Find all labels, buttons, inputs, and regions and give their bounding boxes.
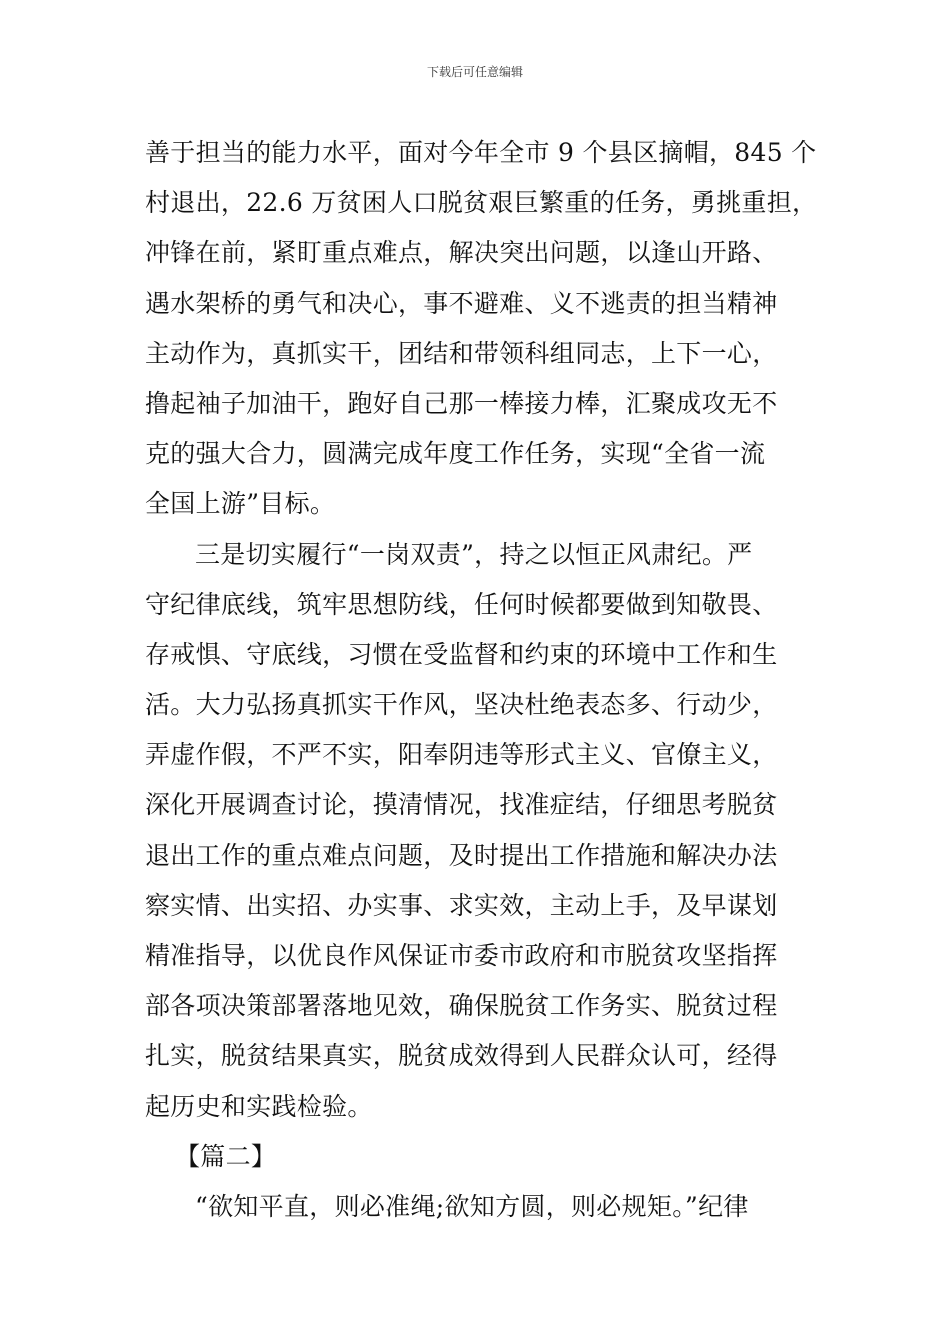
text-line: 弄虚作假，不严不实，阳奉阴违等形式主义、官僚主义， (145, 740, 778, 770)
text-line: 村退出，22.6 万贫困人口脱贫艰巨繁重的任务，勇挑重担， (145, 188, 818, 218)
text-line: 起历史和实践检验。 (145, 1091, 373, 1121)
text-line: 深化开展调查讨论，摸清情况，找准症结，仔细思考脱贫 (145, 790, 778, 820)
page-header-note: 下载后可任意编辑 (426, 65, 523, 79)
text-line: 活。大力弘扬真抓实干作风，坚决杜绝表态多、行动少， (145, 690, 778, 720)
text-line: 部各项决策部署落地见效，确保脱贫工作务实、脱贫过程 (145, 991, 778, 1021)
paragraph-start-line: “欲知平直，则必准绳;欲知方圆，则必规矩。”纪律 (195, 1191, 749, 1221)
text-line: 全国上游”目标。 (145, 489, 336, 519)
document-body (145, 128, 825, 1232)
text-line: 主动作为，真抓实干，团结和带领科组同志，上下一心， (145, 338, 778, 368)
text-line: 遇水架桥的勇气和决心，事不避难、义不逃责的担当精神 (145, 288, 778, 318)
text-line: 冲锋在前，紧盯重点难点，解决突出问题，以逢山开路、 (145, 238, 778, 268)
text-line: 克的强大合力，圆满完成年度工作任务，实现“全省一流 (145, 439, 766, 469)
text-line: 精准指导，以优良作风保证市委市政府和市脱贫攻坚指挥 (145, 941, 778, 970)
paragraph-start-line: 三是切实履行“一岗双责”，持之以恒正风肃纪。严 (195, 539, 753, 569)
text-line: 守纪律底线，筑牢思想防线，任何时候都要做到知敬畏、 (145, 589, 778, 619)
section-heading: 【篇二】 (175, 1141, 277, 1171)
text-line: 察实情、出实招、办实事、求实效，主动上手，及早谋划 (145, 890, 778, 920)
text-line: 善于担当的能力水平，面对今年全市 9 个县区摘帽，845 个 (145, 138, 817, 167)
text-line: 撸起袖子加油干，跑好自己那一棒接力棒，汇聚成攻无不 (145, 388, 778, 418)
text-line: 存戒惧、守底线，习惯在受监督和约束的环境中工作和生 (145, 639, 778, 669)
text-line: 扎实，脱贫结果真实，脱贫成效得到人民群众认可，经得 (145, 1041, 778, 1071)
text-line: 退出工作的重点难点问题，及时提出工作措施和解决办法 (145, 840, 778, 870)
